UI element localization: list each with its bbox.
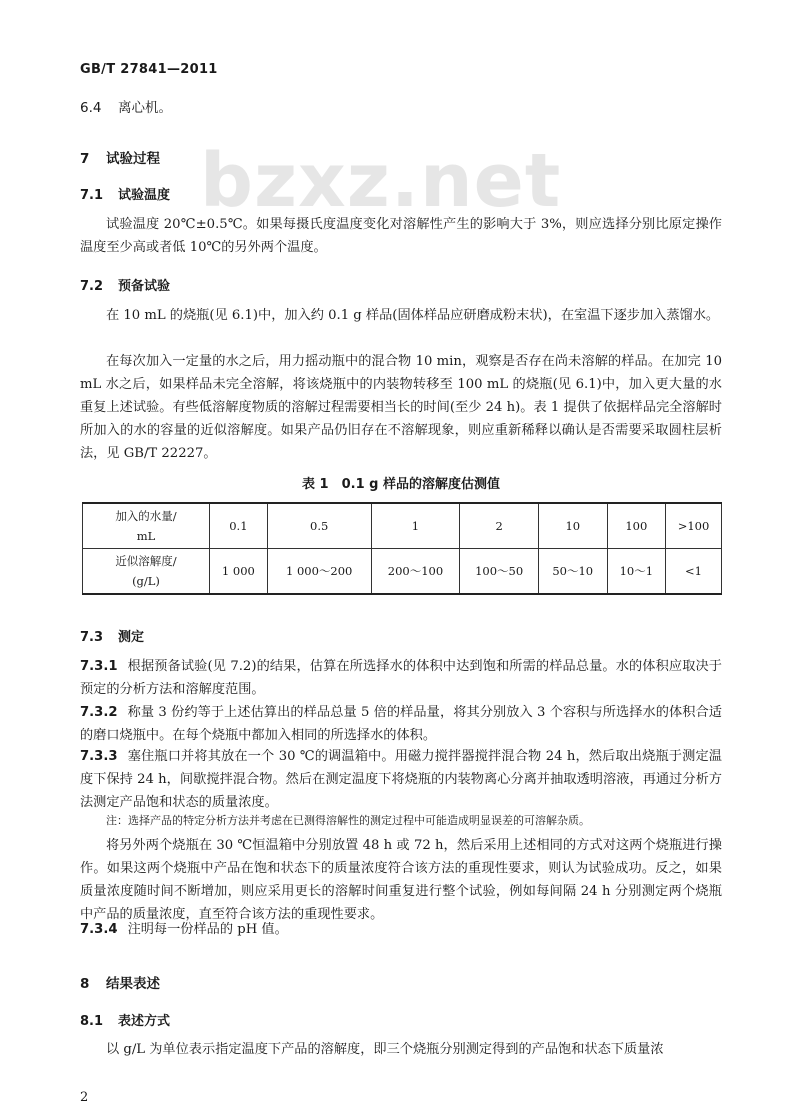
table-row [83,549,722,595]
section-7-heading [80,147,722,167]
section-7-3-4 [80,918,722,941]
section-7-1-heading [80,184,722,203]
section-text: 离心机。 [118,100,172,116]
section-title: 预备试验 [118,279,171,294]
section-8-heading [80,972,722,992]
section-7-2-paragraph-2: 在每次加入一定量的水之后，用力摇动瓶中的混合物 10 min，观察是否存在尚未溶解的样品。在加完 10 mL 水之后，如果样品未完全溶解，将该烧瓶中的内装物转移至 100 mL 的烧瓶(见 6.1)中，加入更大量的水重复上述试验。有些低溶解度物质的溶解过程需要相当长的时间(至少 24 h)。表 1 提供了依据样品完全溶解时所加入的水的容量的近似溶解度。如果产品仍旧存在不溶解现象，则应重新稀释以确认是否需要采取圆柱层析法，见 GB/T 22227。 [80,354,722,461]
table-cell: 0.1 [210,503,268,549]
section-number: 6.4 [80,100,102,116]
section-number: 7.3 [80,630,104,645]
table-cell: <1 [666,549,722,595]
section-8-1-heading [80,1010,722,1029]
section-text: 称量 3 份约等于上述估算出的样品总量 5 倍的样品量，将其分别放入 3 个容积与所选择水的体积合适的磨口烧瓶中。在每个烧瓶中都加入相同的所选择水的体积。 [80,705,722,743]
table-row [83,503,722,549]
section-number: 8.1 [80,1014,104,1029]
section-7-3-3 [80,745,722,814]
table-cell: 10 [538,503,607,549]
section-number: 7.3.2 [80,705,118,720]
section-number: 7.2 [80,279,104,294]
section-text: 塞住瓶口并将其放在一个 30 ℃的调温箱中。用磁力搅拌器搅拌混合物 24 h，然后取出烧瓶于测定温度下保持 24 h，间歇搅拌混合物。然后在测定温度下将烧瓶的内装物离心分离并抽取透明溶液，再通过分析方法测定产品饱和状态的质量浓度。 [80,749,722,810]
section-number: 7 [80,151,90,167]
section-8-1-paragraph: 以 g/L 为单位表示指定温度下产品的溶解度，即三个烧瓶分别测定得到的产品饱和状态下质量浓 [106,1042,664,1057]
section-7-3-heading [80,626,722,645]
section-title: 表述方式 [118,1014,171,1029]
section-number: 7.1 [80,188,104,203]
section-text: 注明每一份样品的 pH 值。 [127,922,288,937]
section-7-3-2 [80,701,722,747]
section-title: 测定 [118,630,145,645]
table-cell: 0.5 [267,503,371,549]
table-cell: 100～50 [460,549,539,595]
section-title: 试验温度 [118,188,171,203]
table-cell: 1 000～200 [267,549,371,595]
table-cell: 200～100 [371,549,460,595]
table-cell: 1 [371,503,460,549]
solubility-table [82,502,722,595]
section-number: 7.3.3 [80,749,118,764]
section-7-2-paragraph-1: 在 10 mL 的烧瓶(见 6.1)中，加入约 0.1 g 样品(固体样品应研磨成粉末状)，在室温下逐步加入蒸馏水。 [106,308,720,323]
row-header-solubility: 近似溶解度/ (g/L) [83,549,210,595]
section-7-3-3-note: 注：选择产品的特定分析方法并考虑在已测得溶解性的测定过程中可能造成明显误差的可溶解杂质。 [106,814,590,827]
section-title: 试验过程 [106,151,160,167]
table-cell: >100 [666,503,722,549]
table-cell: 10～1 [607,549,665,595]
section-7-2-heading [80,275,722,294]
section-title: 结果表述 [106,976,160,992]
section-7-3-3-paragraph-2: 将另外两个烧瓶在 30 ℃恒温箱中分别放置 48 h 或 72 h，然后采用上述相同的方式对这两个烧瓶进行操作。如果这两个烧瓶中产品在饱和状态下的质量浓度符合该方法的重现性要求，则认为试验成功。反之，如果质量浓度随时间不断增加，则应采用更长的溶解时间重复进行整个试验，例如每间隔 24 h 分别测定两个烧瓶中产品的质量浓度，直至符合该方法的重现性要求。 [80,838,722,922]
section-text: 根据预备试验(见 7.2)的结果，估算在所选择水的体积中达到饱和所需的样品总量。水的体积应取决于预定的分析方法和溶解度范围。 [80,659,722,697]
section-7-1-paragraph: 试验温度 20℃±0.5℃。如果每摄氏度温度变化对溶解性产生的影响大于 3%，则应选择分别比原定操作温度至少高或者低 10℃的另外两个温度。 [80,217,722,255]
table-cell: 50～10 [538,549,607,595]
page-number: 2 [80,1090,89,1105]
table-1-caption: 表 1 0.1 g 样品的溶解度估测值 [302,477,500,492]
section-number: 8 [80,976,90,992]
section-7-3-1 [80,655,722,701]
table-cell: 1 000 [210,549,268,595]
row-header-water-volume: 加入的水量/ mL [83,503,210,549]
watermark-text: bzxz.net [200,138,562,224]
standard-code-header: GB/T 27841—2011 [80,62,218,77]
section-number: 7.3.1 [80,659,118,674]
table-cell: 100 [607,503,665,549]
section-number: 7.3.4 [80,922,118,937]
section-6-4 [80,96,722,116]
table-cell: 2 [460,503,539,549]
